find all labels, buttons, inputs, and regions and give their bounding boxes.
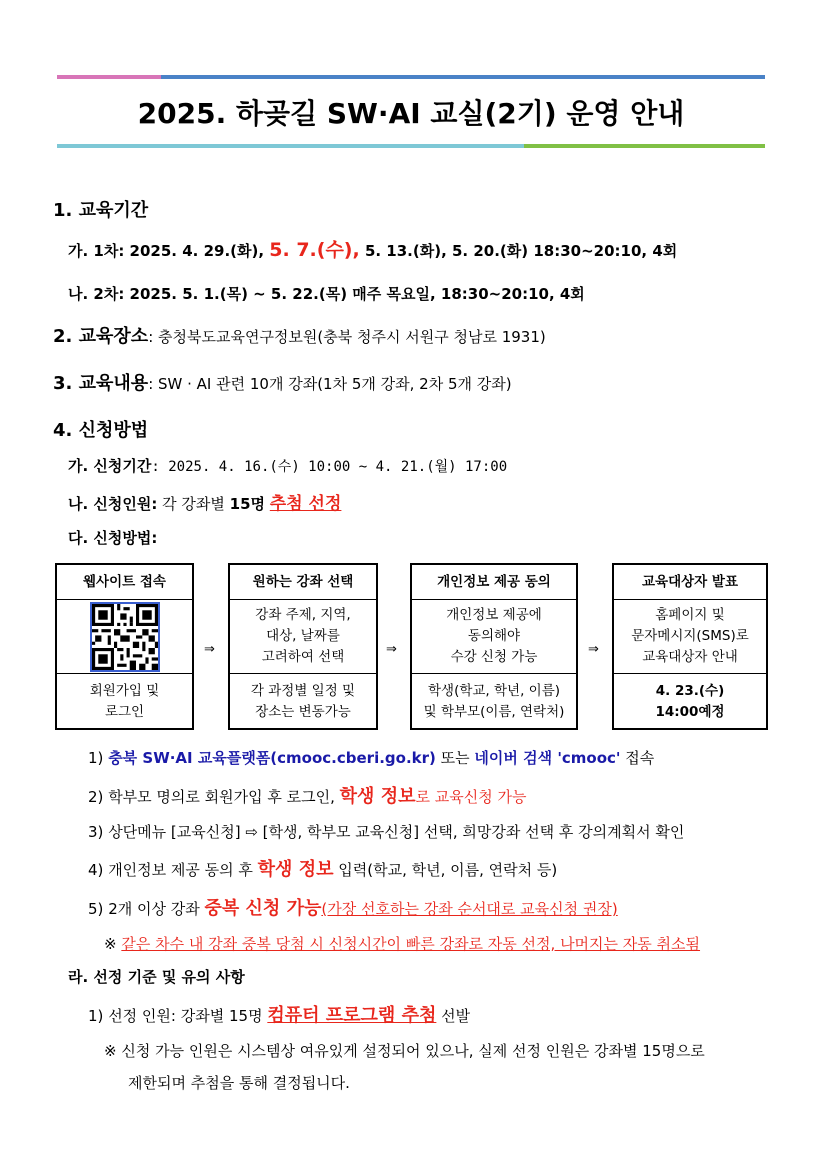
- section-3: 3. 교육내용: SW · AI 관련 10개 강좌(1차 5개 강좌, 2차 5개 강좌): [53, 373, 512, 394]
- top-bar-pink: [57, 75, 161, 79]
- step-1: 1) 충북 SW·AI 교육플랫폼(cmooc.cberi.go.kr) 또는 네이버 검색 'cmooc' 접속: [88, 749, 655, 767]
- bottom-bar-green: [524, 144, 765, 148]
- step-4: 4) 개인정보 제공 동의 후 학생 정보 입력(학교, 학년, 이름, 연락처 등): [88, 859, 558, 880]
- selection-heading: 라. 선정 기준 및 유의 사항: [68, 968, 245, 986]
- flow-box-course: 원하는 강좌 선택 강좌 주제, 지역, 대상, 날짜를 고려하여 선택 각 과정별 일정 및 장소는 변동가능: [228, 563, 378, 730]
- flow-arrow-2: ⇒: [386, 642, 397, 657]
- apply-period: 가. 신청기간: 2025. 4. 16.(수) 10:00 ~ 4. 21.(월) 17:00: [68, 457, 508, 475]
- flow-box-announce: 교육대상자 발표 홈페이지 및 문자메시지(SMS)로 교육대상자 안내 4. 23.(수) 14:00예정: [612, 563, 768, 730]
- flow-arrow-1: ⇒: [204, 642, 215, 657]
- period-1: 가. 1차: 2025. 4. 29.(화), 5. 7.(수), 5. 13.(화), 5. 20.(화) 18:30~20:10, 4회: [68, 239, 678, 261]
- flow-box-consent: 개인정보 제공 동의 개인정보 제공에 동의해야 수강 신청 가능 학생(학교, 학년, 이름) 및 학부모(이름, 연락처): [410, 563, 578, 730]
- step-note: ※ 같은 차수 내 강좌 중복 당첨 시 신청시간이 빠른 강좌로 자동 선정, 나머지는 자동 취소됨: [104, 935, 701, 953]
- apply-count: 나. 신청인원: 각 강좌별 15명 추첨 선정: [68, 494, 342, 514]
- lottery-highlight: 추첨 선정: [269, 494, 342, 514]
- flow-box-website: 웹사이트 접속 회원가입 및 로그인: [55, 563, 194, 730]
- selection-note-line-2: 제한되며 추첨을 통해 결정됩니다.: [128, 1074, 350, 1092]
- section-1-heading: 1. 교육기간: [53, 200, 149, 221]
- apply-method-label: 다. 신청방법:: [68, 529, 158, 547]
- section-2: 2. 교육장소: 충청북도교육연구정보원(충북 청주시 서원구 청남로 1931): [53, 326, 546, 347]
- bottom-bar-cyan: [57, 144, 524, 148]
- step-3: 3) 상단메뉴 [교육신청] ⇨ [학생, 학부모 교육신청] 선택, 희망강좌 선택 후 강의계획서 확인: [88, 823, 685, 841]
- step-5: 5) 2개 이상 강좌 중복 신청 가능(가장 선호하는 강좌 순서대로 교육신청 권장): [88, 898, 618, 919]
- qr-code-cell: [57, 600, 192, 674]
- platform-link[interactable]: 충북 SW·AI 교육플랫폼(cmooc.cberi.go.kr): [108, 749, 436, 767]
- flow-arrow-3: ⇒: [588, 642, 599, 657]
- page-title: 2025. 하곶길 SW·AI 교실(2기) 운영 안내: [137, 97, 685, 130]
- highlight-date: 5. 7.(수),: [269, 239, 360, 261]
- section-4-heading: 4. 신청방법: [53, 420, 149, 441]
- qr-code-icon[interactable]: [90, 602, 160, 672]
- period-2: 나. 2차: 2025. 5. 1.(목) ~ 5. 22.(목) 매주 목요일, 18:30~20:10, 4회: [68, 285, 585, 303]
- top-bar-blue: [161, 75, 765, 79]
- selection-item-1: 1) 선정 인원: 강좌별 15명 컴퓨터 프로그램 추첨 선발: [88, 1005, 471, 1026]
- selection-note-line-1: ※ 신청 가능 인원은 시스템상 여유있게 설정되어 있으나, 실제 선정 인원은 강좌별 15명으로: [104, 1042, 705, 1060]
- step-2: 2) 학부모 명의로 회원가입 후 로그인, 학생 정보로 교육신청 가능: [88, 786, 527, 807]
